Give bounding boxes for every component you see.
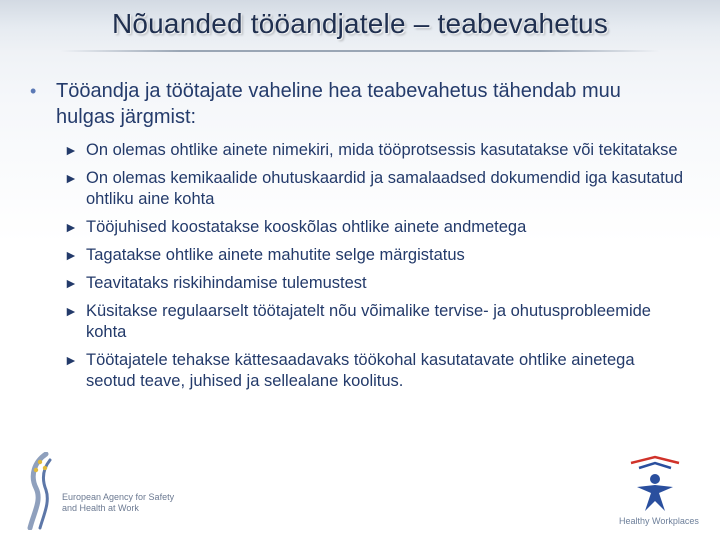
list-item-text: Töötajatele tehakse kättesaadavaks töökohal kasutatavate ohtlike ainetega seotud teave, juhised ja sellealane koolitus.	[86, 351, 635, 390]
list-item	[64, 217, 684, 238]
arrow-bullet-icon: ►	[64, 303, 78, 319]
list-item	[64, 350, 684, 392]
eu-osha-logo	[24, 452, 174, 530]
arrow-bullet-icon: ►	[64, 352, 78, 368]
bullet-dot-icon: •	[30, 81, 37, 101]
list-item-text: Tagatakse ohtlike ainete mahutite selge märgistatus	[86, 246, 465, 264]
arrow-bullet-icon: ►	[64, 142, 78, 158]
eu-osha-logo-icon	[24, 452, 64, 530]
sub-bullet-list	[64, 140, 684, 399]
arrow-bullet-icon: ►	[64, 275, 78, 291]
list-item	[64, 168, 684, 210]
list-item-text: Küsitakse regulaarselt töötajatelt nõu võimalike tervise- ja ohutusprobleemide kohta	[86, 302, 651, 341]
slide-title: Nõuanded tööandjatele – teabevahetus	[111, 8, 609, 39]
list-item-text: Teavitataks riskihindamise tulemustest	[86, 274, 367, 292]
agency-name: European Agency for Safety and Health at Work	[62, 492, 175, 513]
title-divider	[60, 50, 660, 52]
list-item-text: On olemas ohtlike ainete nimekiri, mida tööprotsessis kasutatakse või tekitatakse	[86, 141, 678, 159]
campaign-tagline: Healthy Workplaces	[619, 516, 699, 526]
list-item-text: On olemas kemikaalide ohutuskaardid ja samalaadsed dokumendid iga kasutatud ohtliku aine kohta	[86, 169, 684, 208]
list-item	[64, 140, 684, 161]
arrow-bullet-icon: ►	[64, 247, 78, 263]
arrow-bullet-icon: ►	[64, 170, 78, 186]
main-bullet-text: Tööandja ja töötajate vaheline hea teabevahetus tähendab muu hulgas järgmist:	[56, 80, 621, 128]
list-item	[64, 245, 684, 266]
healthy-workplaces-logo-icon	[615, 455, 705, 515]
list-item	[64, 301, 684, 343]
list-item-text: Tööjuhised koostatakse kooskõlas ohtlike ainete andmetega	[86, 218, 527, 236]
list-item	[64, 273, 684, 294]
main-bullet	[30, 78, 670, 130]
healthy-workplaces-logo	[615, 455, 715, 533]
arrow-bullet-icon: ►	[64, 219, 78, 235]
